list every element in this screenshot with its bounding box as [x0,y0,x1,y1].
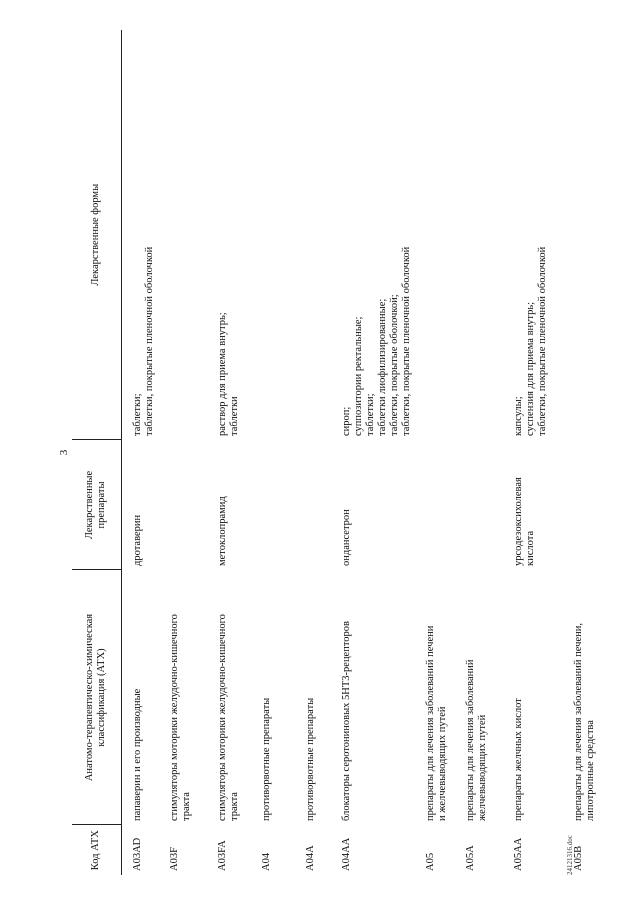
cell-forms-line: сироп; [340,406,352,436]
cell-classification [214,570,258,825]
header-drugs-line: Лекарственные [84,470,95,540]
header-classification [72,570,122,825]
cell-classification-line: и желчевыводящих путей [436,706,448,821]
cell-code: A04AA [340,837,352,871]
table-row [510,30,570,875]
header-classification-line: классификация (АТХ) [96,648,107,747]
cell-classification [258,570,302,825]
cell-forms-line: раствор для приема внутрь; [216,312,228,436]
cell-classification-line: противорвотные препараты [304,697,316,821]
cell-classification-line: препараты для лечения заболеваний печени [424,625,436,821]
cell-classification [462,570,510,825]
cell-code: A05A [464,845,476,871]
cell-drug [166,440,214,570]
cell-forms-line: таблетки; [364,393,376,436]
table-row [338,30,422,875]
cell-forms-line: таблетки, покрытые пленочной оболочкой [400,246,412,436]
cell-drug [338,440,422,570]
cell-drug [422,440,462,570]
cell-classification [122,570,166,825]
cell-classification-line: липотропные средства [584,720,596,821]
cell-forms [122,30,166,440]
table-row [214,30,258,875]
cell-forms-line: таблетки, покрытые оболочкой; [388,294,400,436]
table-row [422,30,462,875]
cell-classification [166,570,214,825]
table-row [258,30,302,875]
cell-classification-line: тракта [228,792,240,821]
atc-table [72,30,620,875]
cell-classification-line: препараты желчных кислот [512,698,524,821]
cell-drug [570,440,620,570]
cell-classification-line: блокаторы серотониновых 5HT3-рецепторов [340,621,352,821]
table-row [462,30,510,875]
table-row [570,30,620,875]
cell-drug [122,440,166,570]
cell-forms-line: таблетки лиофилизированные; [376,298,388,436]
cell-classification [510,570,570,825]
cell-code: A05B [572,845,584,871]
cell-forms [258,30,302,440]
cell-classification-line: стимуляторы моторики желудочно-кишечного [216,614,228,821]
table-header-row [72,30,122,875]
cell-code: A05 [424,852,436,871]
cell-drug [258,440,302,570]
cell-classification-line: препараты для лечения заболеваний [464,659,476,821]
cell-classification [422,570,462,825]
cell-code: A05AA [512,837,524,871]
cell-forms-line: таблетки, покрытые пленочной оболочкой [144,246,155,436]
table-row [166,30,214,875]
cell-classification [570,570,620,825]
cell-drug-line: урсодезоксихолевая [512,477,524,566]
rotated-sheet [58,30,596,875]
cell-forms [214,30,258,440]
cell-code: A03AD [132,837,143,871]
cell-forms-line: таблетки; [132,393,143,436]
cell-forms-line: таблетки, покрытые пленочной оболочкой [536,246,548,436]
header-forms: Лекарственные формы [72,30,122,440]
cell-forms-line: капсулы; [512,396,524,436]
cell-drug [462,440,510,570]
cell-drug [214,440,258,570]
cell-drug-line: метоклопрамид [216,496,228,566]
table-body [122,30,620,875]
cell-drug [302,440,338,570]
cell-forms-line: суппозитории ректальные; [352,316,364,436]
cell-code: A03F [168,847,180,871]
table-row [302,30,338,875]
cell-classification-line: тракта [180,792,192,821]
cell-forms [422,30,462,440]
cell-code: A04A [304,845,316,871]
header-drugs [72,440,122,570]
cell-classification-line: желчевыводящих путей [476,714,488,821]
cell-classification-line: стимуляторы моторики желудочно-кишечного [168,614,180,821]
cell-forms [510,30,570,440]
cell-code: A03FA [216,840,228,871]
cell-classification [302,570,338,825]
file-footer: 24121316.doc [566,835,574,875]
cell-classification-line: противорвотные препараты [260,697,272,821]
cell-forms-line: суспензия для приема внутрь; [524,301,536,436]
table-row [122,30,166,875]
cell-drug-line: дротаверин [132,514,143,566]
cell-forms-line: таблетки [228,396,240,436]
cell-classification-line: препараты для лечения заболеваний печени, [572,623,584,821]
cell-forms [166,30,214,440]
cell-forms [462,30,510,440]
cell-forms [302,30,338,440]
header-drugs-line: препараты [96,481,107,529]
cell-drug-line: ондансетрон [340,509,352,566]
cell-code: A04 [260,852,272,871]
cell-forms [338,30,422,440]
cell-drug-line: кислота [524,530,536,566]
header-classification-line: Анатомо-терапевтическо-химическая [84,613,95,782]
cell-classification-line: папаверин и его производные [132,688,143,821]
cell-forms [570,30,620,440]
cell-classification [338,570,422,825]
header-code: Код АТХ [72,825,122,875]
page-number: 3 [58,449,70,456]
cell-drug [510,440,570,570]
